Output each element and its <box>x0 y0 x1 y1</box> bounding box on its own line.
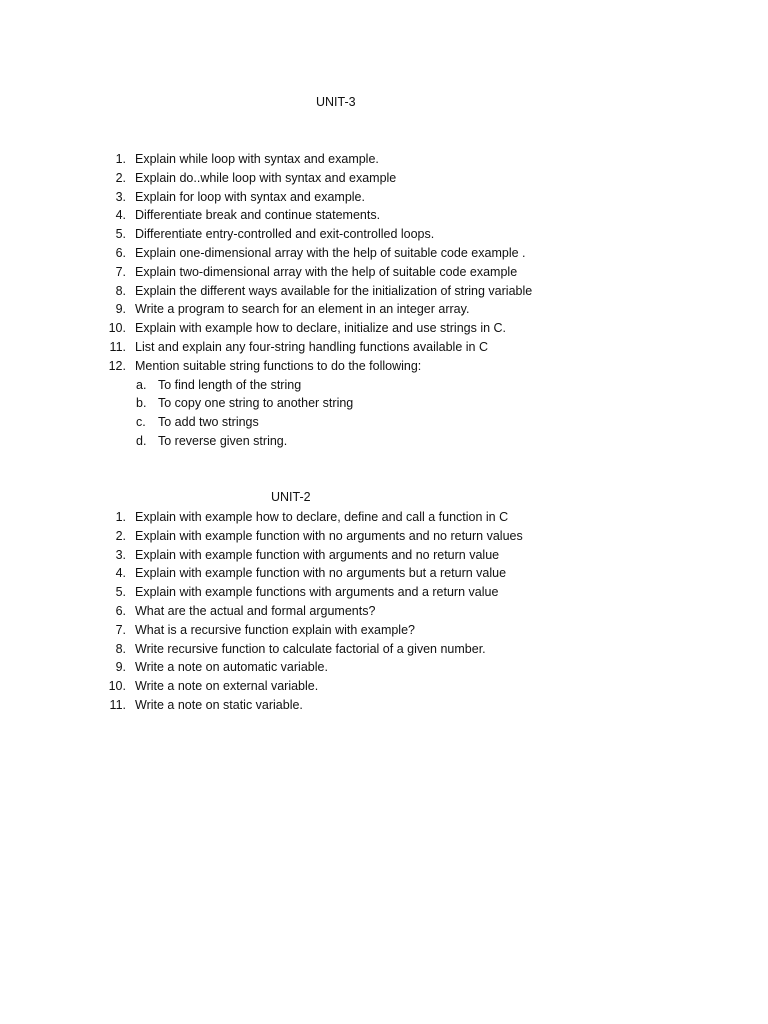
question-text: Write a program to search for an element in an integer array. <box>135 302 470 317</box>
question-text: Write a note on external variable. <box>135 679 319 694</box>
question-text: What is a recursive function explain with example? <box>135 622 415 637</box>
question-text: Differentiate break and continue statements. <box>135 208 381 223</box>
subitem-text: To find length of the string <box>158 377 302 392</box>
question-number: 9. <box>115 302 126 317</box>
question-number: 11. <box>109 697 126 712</box>
question-text: Explain two-dimensional array with the help of suitable code example <box>135 264 518 279</box>
unit-3-heading: UNIT-3 <box>316 95 356 109</box>
question-number: 1. <box>115 510 126 524</box>
question-text: Explain for loop with syntax and example. <box>135 189 365 204</box>
question-text: Explain while loop with syntax and example. <box>135 152 379 166</box>
question-text: Mention suitable string functions to do the following: <box>135 358 422 373</box>
question-number: 3. <box>115 189 126 204</box>
question-text: Write recursive function to calculate factorial of a given number. <box>135 641 486 656</box>
question-number: 2. <box>115 170 126 185</box>
question-number: 8. <box>115 283 126 298</box>
question-text: Explain the different ways available for the initialization of string variable <box>135 283 533 298</box>
question-number: 1. <box>115 152 126 166</box>
question-text: Explain with example function with no arguments but a return value <box>135 566 507 581</box>
subitem-text: To add two strings <box>158 415 259 430</box>
subitem-text: To copy one string to another string <box>158 396 354 411</box>
subitem-text: To reverse given string. <box>158 433 288 448</box>
question-number: 5. <box>115 585 126 600</box>
question-number: 5. <box>115 227 126 242</box>
question-text: Explain with example function with arguments and no return value <box>135 547 500 562</box>
question-text: Explain with example function with no arguments and no return values <box>135 528 523 543</box>
question-text: Explain do..while loop with syntax and example <box>135 170 397 185</box>
question-text: Explain with example functions with arguments and a return value <box>135 585 499 600</box>
question-text: Write a note on automatic variable. <box>135 660 328 675</box>
subitem-letter: d. <box>136 433 147 448</box>
question-number: 2. <box>115 528 126 543</box>
question-number: 6. <box>115 603 126 618</box>
question-number: 3. <box>115 547 126 562</box>
question-number: 9. <box>115 660 126 675</box>
subitem-letter: c. <box>136 415 146 430</box>
question-text: Explain one-dimensional array with the help of suitable code example . <box>135 245 526 260</box>
question-text: What are the actual and formal arguments? <box>135 603 376 618</box>
question-number: 7. <box>115 264 126 279</box>
question-number: 12. <box>108 358 126 373</box>
question-text: Explain with example how to declare, initialize and use strings in C. <box>135 321 507 336</box>
question-text: Differentiate entry-controlled and exit-controlled loops. <box>135 227 435 242</box>
question-number: 10. <box>108 679 126 694</box>
question-number: 6. <box>115 245 126 260</box>
unit-2-heading: UNIT-2 <box>271 490 311 504</box>
question-text: List and explain any four-string handling functions available in C <box>135 339 488 354</box>
question-text: Write a note on static variable. <box>135 697 303 712</box>
question-number: 10. <box>108 321 126 336</box>
subitem-letter: a. <box>136 377 147 392</box>
subitem-letter: b. <box>136 396 147 411</box>
question-number: 8. <box>115 641 126 656</box>
question-text: Explain with example how to declare, define and call a function in C <box>135 510 509 524</box>
question-number: 4. <box>115 566 126 581</box>
question-number: 7. <box>115 622 126 637</box>
question-number: 11. <box>109 339 126 354</box>
question-number: 4. <box>115 208 126 223</box>
